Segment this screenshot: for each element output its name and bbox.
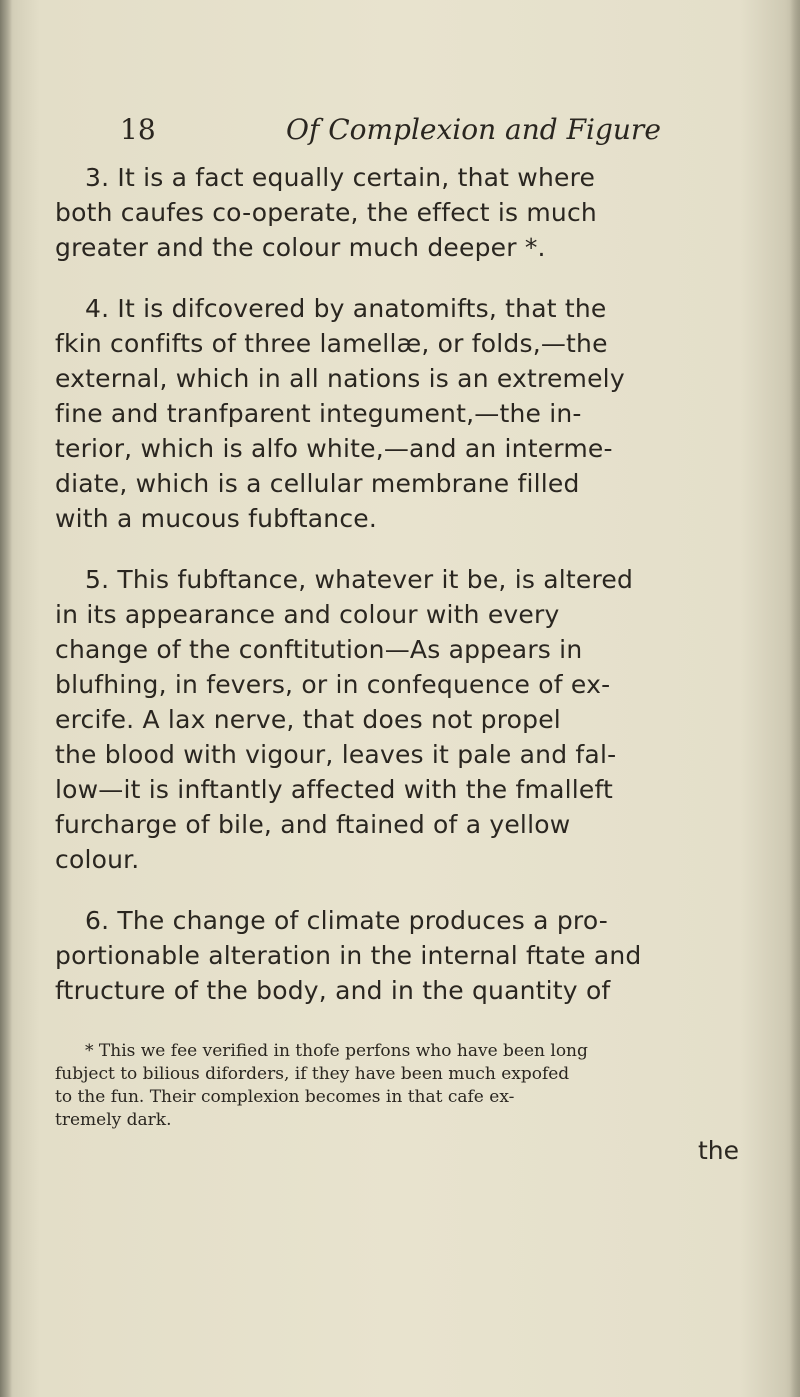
text-line: ftructure of the body, and in the quantity of [55, 976, 611, 1005]
text-line: diate, which is a cellular membrane filled [55, 469, 580, 498]
text-line: colour. [55, 845, 140, 874]
text-line: ercife. A lax nerve, that does not propel [55, 705, 561, 734]
text-line: 3. It is a fact equally certain, that where [85, 163, 596, 192]
text-line: 5. This fubftance, whatever it be, is altered [85, 565, 634, 594]
footnote-line: fubject to bilious diforders, if they have been much expofed [55, 1064, 570, 1084]
text-line: fine and tranfparent integument,—the in- [55, 399, 582, 428]
text-line: greater and the colour much deeper *. [55, 233, 546, 262]
page-gutter-shadow [0, 0, 12, 1397]
text-line: low—it is inftantly affected with the fmalleft [55, 775, 614, 804]
text-line: both caufes co-operate, the effect is much [55, 198, 597, 227]
text-line: the blood with vigour, leaves it pale and fal- [55, 740, 617, 769]
footnote-line: to the fun. Their complexion becomes in that cafe ex- [55, 1087, 515, 1107]
text-line: fkin confifts of three lamellæ, or folds,—the [55, 329, 608, 358]
running-head: Of Complexion and Figure [286, 113, 661, 146]
text-line: portionable alteration in the internal ftate and [55, 941, 642, 970]
paragraph-5 [55, 562, 795, 877]
page-number: 18 [120, 113, 156, 146]
body-text [55, 160, 795, 1034]
footnote-line: tremely dark. [55, 1110, 172, 1130]
text-line: in its appearance and colour with every [55, 600, 560, 629]
text-line: external, which in all nations is an extremely [55, 364, 625, 393]
text-line: with a mucous fubftance. [55, 504, 378, 533]
footnote [55, 1040, 795, 1132]
page-header [120, 113, 680, 153]
text-line: 4. It is difcovered by anatomifts, that the [85, 294, 607, 323]
text-line: terior, which is alfo white,—and an interme- [55, 434, 613, 463]
footnote-line: * This we fee verified in thofe perfons who have been long [85, 1041, 588, 1061]
paragraph-3 [55, 160, 795, 265]
text-line: change of the conftitution—As appears in [55, 635, 583, 664]
text-line: blufhing, in fevers, or in confequence of ex- [55, 670, 611, 699]
catchword: the [698, 1136, 740, 1165]
paragraph-4 [55, 291, 795, 536]
paragraph-6 [55, 903, 795, 1008]
text-line: 6. The change of climate produces a pro- [85, 906, 609, 935]
text-line: furcharge of bile, and ftained of a yellow [55, 810, 571, 839]
